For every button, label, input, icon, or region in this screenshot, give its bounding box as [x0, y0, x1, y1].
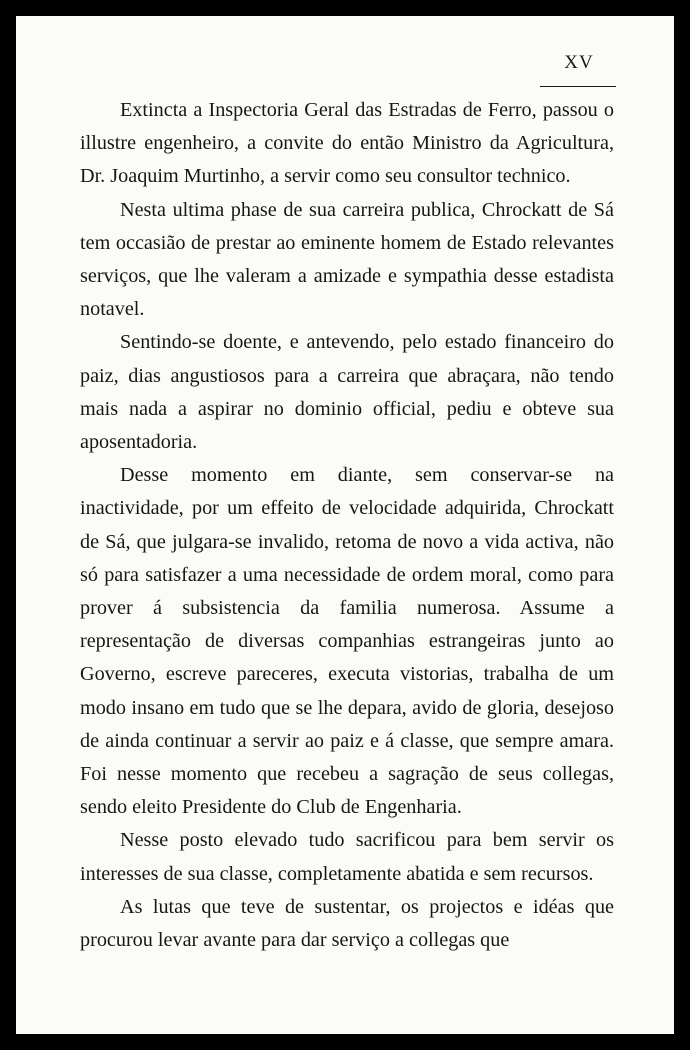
- header-rule: [540, 86, 616, 87]
- paragraph-vida-activa: Desse momento em diante, sem conservar-se na inactividade, por um effeito de velocidade adquirida, Chrockatt de Sá, que julgara-se invalido, retoma de novo a vida activa, não só para satisfazer a uma necessidade de ordem moral, como para prover á subsistencia da familia numerosa. Assume a representação de diversas companhias estrangeiras junto ao Governo, escreve pareceres, executa vistorias, trabalha de um modo insano em tudo que se lhe depara, avido de gloria, desejoso de ainda continuar a servir ao paiz e á classe, que sempre amara. Foi nesse momento que recebeu a sagração de seus collegas, sendo eleito Presidente do Club de Engenharia.: [80, 464, 614, 819]
- book-page: [16, 16, 674, 1034]
- paragraph-ultima-phase: Nesta ultima phase de sua carreira publica, Chrockatt de Sá tem occasião de prestar ao eminente homem de Estado relevantes serviços, que lhe valeram a amizade e sympathia desse estadista notavel.: [80, 198, 614, 321]
- page-number: XV: [564, 52, 594, 73]
- page-body: [80, 94, 614, 957]
- paragraph-lutas: As lutas que teve de sustentar, os projectos e idéas que procurou levar avante para dar serviço a collegas que: [80, 895, 614, 952]
- paragraph-posto-elevado: Nesse posto elevado tudo sacrificou para bem servir os interesses de sua classe, completamente abatida e sem recursos.: [80, 829, 614, 885]
- paragraph-aposentadoria: Sentindo-se doente, e antevendo, pelo estado financeiro do paiz, dias angustiosos para a carreira que abraçara, não tendo mais nada a aspirar no dominio official, pediu e obteve sua aposentadoria.: [80, 331, 614, 454]
- paragraph-inspectoria: Extincta a Inspectoria Geral das Estradas de Ferro, passou o illustre engenheiro, a convite do então Ministro da Agricultura, Dr. Joaquim Murtinho, a servir como seu consultor technico.: [80, 99, 614, 188]
